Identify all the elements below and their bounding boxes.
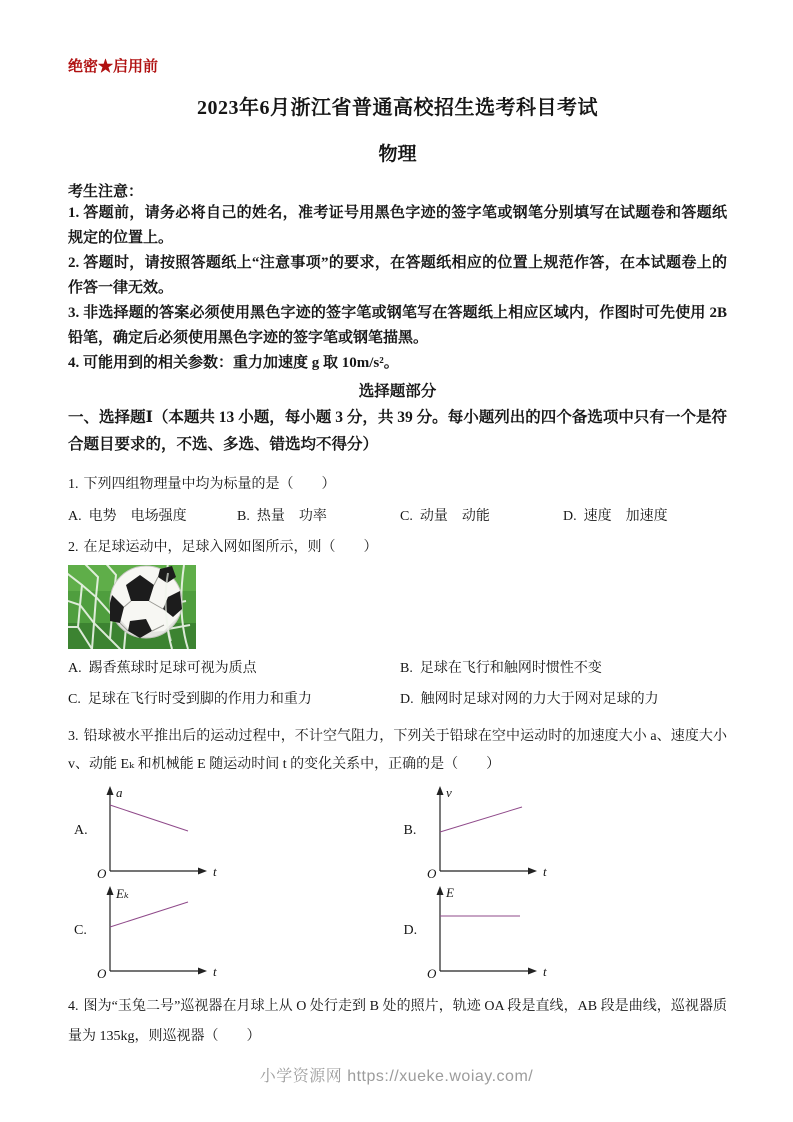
option-1c-label: C. (400, 508, 413, 524)
graph-a-origin-label: O (97, 865, 107, 879)
question-2-options-row-2 (68, 689, 727, 711)
option-1a-label: A. (68, 508, 82, 524)
graph-c-origin-label: O (97, 965, 107, 979)
option-2b-text: 足球在飞行和触网时惯性不变 (419, 660, 602, 676)
graph-a-label: A. (74, 822, 88, 838)
question-4-number: 4. (68, 998, 79, 1014)
option-2a (68, 658, 400, 680)
question-3 (68, 723, 727, 779)
option-2a-label: A. (68, 660, 82, 676)
graph-b-plot (426, 783, 556, 879)
option-2b (400, 658, 602, 680)
question-4 (68, 992, 727, 1052)
graph-b-origin-label: O (426, 865, 436, 879)
graph-d-origin-label: O (426, 965, 436, 979)
notice-item-4: 4. 可能用到的相关参数：重力加速度 g 取 10m/s²。 (68, 355, 399, 371)
question-2-number: 2. (68, 539, 79, 555)
question-4-stem: 图为“玉兔二号”巡视器在月球上从 O 处行走到 B 处的照片，轨迹 OA 段是直线，AB 段是曲线，巡视器质量为 135kg，则巡视器（ ） (68, 998, 727, 1044)
notice-item-2: 2. 答题时，请按照答题纸上“注意事项”的要求，在答题纸相应的位置上规范作答，在本试题卷上的作答一律无效。 (68, 255, 727, 296)
option-1a (68, 506, 237, 528)
question-3-graph-row-1 (68, 783, 727, 879)
notice-item-1: 1. 答题前，请务必将自己的姓名，准考证号用黑色字迹的签字笔或钢笔分别填写在试题卷和答题纸规定的位置上。 (68, 205, 727, 246)
option-1b-label: B. (237, 508, 250, 524)
soccer-ball-net-photo (68, 565, 196, 649)
graph-c-plot (96, 883, 226, 979)
notice-item-3: 3. 非选择题的答案必须使用黑色字迹的签字笔或钢笔写在答题纸上相应区域内，作图时可先使用 2B 铅笔，确定后必须使用黑色字迹的签字笔或钢笔描黑。 (68, 305, 727, 346)
question-2-options-row-1 (68, 658, 727, 680)
question-3-number: 3. (68, 728, 79, 744)
option-2d (400, 689, 659, 711)
graph-option-c (68, 883, 398, 979)
graph-d-x-axis-label: t (542, 963, 547, 979)
choice-part-heading: 选择题部分 (358, 383, 437, 400)
option-1d-label: D. (563, 508, 577, 524)
question-1 (68, 474, 727, 496)
graph-c-label: C. (74, 922, 87, 938)
graph-a-plot (96, 783, 226, 879)
graph-b-y-axis-label: v (445, 784, 452, 800)
graph-b-x-axis-label: t (542, 863, 547, 879)
option-2c (68, 689, 400, 711)
option-1d-text: 速度 加速度 (583, 508, 668, 524)
graph-b-label: B. (403, 822, 417, 838)
option-1b-text: 热量 功率 (256, 508, 327, 524)
question-3-graph-row-2 (68, 883, 727, 979)
question-1-number: 1. (68, 476, 79, 492)
option-2d-text: 触网时足球对网的力大于网对足球的力 (420, 691, 659, 707)
option-1c-text: 动量 动能 (419, 508, 490, 524)
option-1a-text: 电势 电场强度 (88, 508, 187, 524)
graph-d-y-axis-label: E (445, 884, 454, 900)
option-1c (400, 506, 563, 528)
graph-c-y-axis-label: Eₖ (116, 885, 129, 901)
option-1d (563, 506, 668, 528)
option-2c-label: C. (68, 691, 81, 707)
part1-heading: 一、选择题Ⅰ（本题共 13 小题，每小题 3 分，共 39 分。每小题列出的四个备选项中只有一个是符合题目要求的，不选、多选、错选均不得分） (68, 409, 727, 453)
exam-subject: 物理 (378, 144, 417, 165)
exam-title: 2023年6月浙江省普通高校招生选考科目考试 (197, 97, 598, 119)
option-2d-label: D. (400, 691, 414, 707)
graph-d-plot (426, 883, 556, 979)
graph-a-x-axis-label: t (213, 863, 217, 879)
graph-a-y-axis-label: a (116, 784, 123, 800)
graph-option-d (398, 883, 728, 979)
site-watermark: 小学资源网 https://xueke.woiay.com/ (259, 1068, 534, 1085)
notice-heading: 考生注意： (68, 184, 144, 200)
option-2c-text: 足球在飞行时受到脚的作用力和重力 (87, 691, 312, 707)
graph-option-b (398, 783, 728, 879)
question-1-options (68, 506, 727, 528)
question-2 (68, 537, 727, 559)
question-2-figure (68, 565, 727, 649)
graph-option-a (68, 783, 398, 879)
classification-banner: 绝密★启用前 (68, 59, 159, 75)
option-1b (237, 506, 400, 528)
question-3-stem: 铅球被水平推出后的运动过程中，不计空气阻力，下列关于铅球在空中运动时的加速度大小 a、速度大小 v、动能 Eₖ 和机械能 E 随运动时间 t 的变化关系中，正确的是（ ） (68, 728, 727, 772)
graph-d-label: D. (403, 922, 418, 938)
question-1-stem: 下列四组物理量中均为标量的是（ ） (83, 476, 336, 492)
graph-c-x-axis-label: t (213, 963, 217, 979)
option-2a-text: 踢香蕉球时足球可视为质点 (88, 660, 257, 676)
option-2b-label: B. (400, 660, 413, 676)
question-2-stem: 在足球运动中，足球入网如图所示，则（ ） (83, 539, 378, 555)
